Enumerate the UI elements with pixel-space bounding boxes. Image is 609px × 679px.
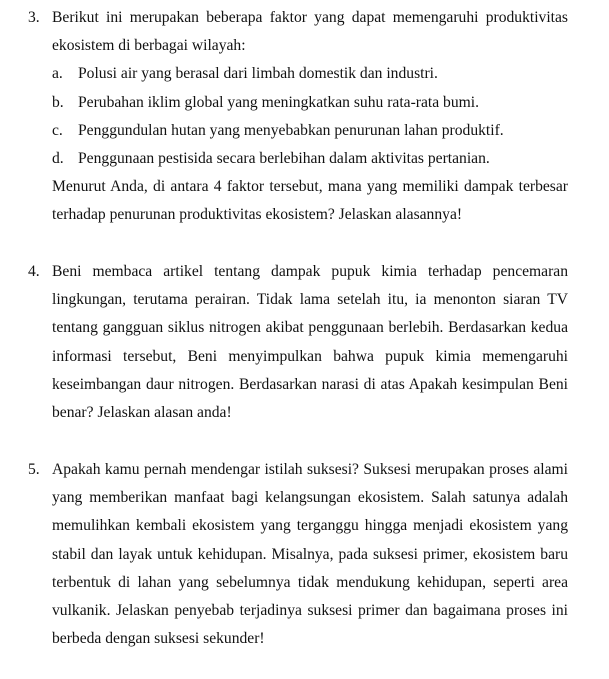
- question-stem: Berikut ini merupakan beberapa faktor yang dapat memengaruhi produktivitas ekosistem di berbagai wilayah:: [52, 9, 568, 55]
- question-4: [28, 258, 568, 427]
- option-d: [52, 145, 568, 173]
- question-3: [28, 4, 568, 230]
- option-text: Penggundulan hutan yang menyebabkan penurunan lahan produktif.: [78, 121, 504, 139]
- question-body: [52, 258, 568, 427]
- question-stem: Beni membaca artikel tentang dampak pupuk kimia terhadap pencemaran lingkungan, terutama perairan. Tidak lama setelah itu, ia menonton siaran TV tentang gangguan siklus nitrogen akibat penggunaan berlebih. Berdasarkan kedua informasi tersebut, Beni menyimpulkan bahwa pupuk kimia memengaruhi keseimbangan daur nitrogen. Berdasarkan narasi di atas Apakah kesimpulan Beni benar? Jelaskan alasan anda!: [52, 263, 568, 422]
- question-closing: Menurut Anda, di antara 4 faktor tersebut, mana yang memiliki dampak terbesar terhadap penurunan produktivitas ekosistem? Jelaskan alasannya!: [52, 178, 568, 224]
- option-text: Perubahan iklim global yang meningkatkan suhu rata-rata bumi.: [78, 93, 479, 111]
- question-body: [52, 4, 568, 230]
- option-letter: d.: [52, 150, 64, 168]
- option-list: [52, 60, 568, 173]
- option-letter: c.: [52, 121, 63, 139]
- question-5: [28, 456, 568, 653]
- option-text: Polusi air yang berasal dari limbah domestik dan industri.: [78, 65, 438, 83]
- question-body: [52, 456, 568, 653]
- question-number: 3.: [28, 9, 40, 26]
- option-letter: b.: [52, 93, 64, 111]
- option-a: [52, 60, 568, 88]
- question-number: 5.: [28, 461, 40, 478]
- option-letter: a.: [52, 65, 63, 83]
- option-c: [52, 117, 568, 145]
- question-stem: Apakah kamu pernah mendengar istilah suksesi? Suksesi merupakan proses alami yang memberikan manfaat bagi kelangsungan ekosistem. Salah satunya adalah memulihkan kembali ekosistem yang terganggu hingga menjadi ekosistem yang stabil dan layak untuk kehidupan. Misalnya, pada suksesi primer, ekosistem baru terbentuk di lahan yang sebelumnya tidak mendukung kehidupan, seperti area vulkanik. Jelaskan penyebab terjadinya suksesi primer dan bagaimana proses ini berbeda dengan suksesi sekunder!: [52, 461, 568, 648]
- option-text: Penggunaan pestisida secara berlebihan dalam aktivitas pertanian.: [78, 150, 490, 168]
- question-number: 4.: [28, 263, 40, 280]
- option-b: [52, 89, 568, 117]
